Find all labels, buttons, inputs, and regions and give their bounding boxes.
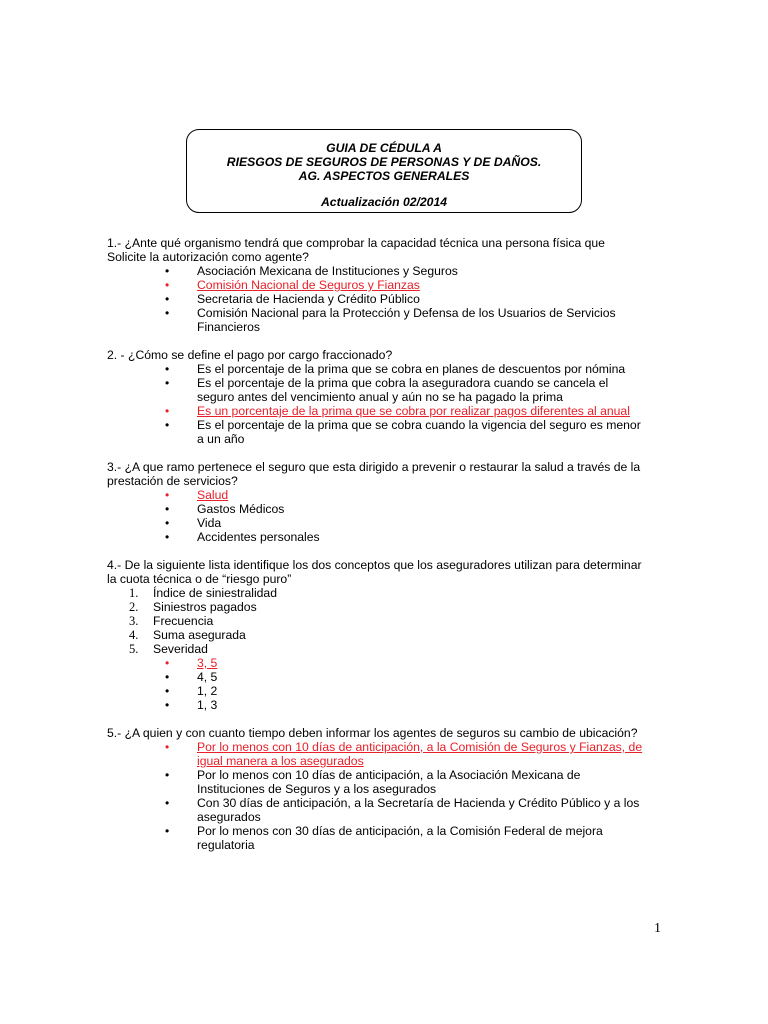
option-item [197, 698, 662, 712]
correct-answer-item [197, 488, 662, 502]
option-text: Por lo menos con 10 días de anticipación, a la Asociación Mexicana de [197, 768, 581, 782]
question-2-options [107, 362, 662, 446]
option-text: seguro antes del vencimiento anual y aún no se ha pagado la prima [197, 390, 563, 404]
concept-text: Suma asegurada [153, 628, 246, 642]
concept-item [129, 600, 662, 614]
correct-answer-text: 3, 5 [197, 656, 218, 670]
question-3-line-2: prestación de servicios? [107, 474, 238, 488]
question-4-line-2: la cuota técnica o de “riesgo puro” [107, 572, 292, 586]
option-item [197, 306, 662, 334]
option-text: a un año [197, 432, 245, 446]
correct-answer-text: igual manera a los asegurados [197, 754, 364, 768]
question-1-options [107, 264, 662, 334]
correct-answer-text: Comisión Nacional de Seguros y Fianzas [197, 278, 420, 292]
question-5-options [107, 740, 662, 852]
option-text: Gastos Médicos [197, 502, 285, 516]
option-text: Es el porcentaje de la prima que se cobra cuando la vigencia del seguro es menor [197, 418, 641, 432]
question-3 [107, 460, 662, 544]
option-text: Secretaria de Hacienda y Crédito Público [197, 292, 420, 306]
option-item [197, 684, 662, 698]
question-1-text [107, 236, 662, 264]
question-1-line-2: Solicite la autorización como agente? [107, 250, 309, 264]
option-item [197, 502, 662, 516]
option-text: Con 30 días de anticipación, a la Secretaría de Hacienda y Crédito Público y a los [197, 796, 640, 810]
title-line-1: GUIA DE CÉDULA A [326, 141, 442, 155]
option-item [197, 824, 662, 852]
option-item [197, 418, 662, 446]
question-2 [107, 348, 662, 446]
option-item [197, 670, 662, 684]
option-text: 1, 2 [197, 684, 218, 698]
question-list [107, 236, 662, 852]
option-text: asegurados [197, 810, 261, 824]
concept-item [129, 614, 662, 628]
correct-answer-item [197, 278, 662, 292]
correct-answer-text: Es un porcentaje de la prima que se cobra por realizar pagos diferentes al anual [197, 404, 630, 418]
question-3-line-1: 3.- ¿A que ramo pertenece el seguro que esta dirigido a prevenir o restaurar la salud a través de la [107, 460, 641, 474]
concept-text: Frecuencia [153, 614, 214, 628]
correct-answer-text: Salud [197, 488, 229, 502]
question-4 [107, 558, 662, 712]
title-line-3: AG. ASPECTOS GENERALES [298, 169, 470, 183]
option-text: regulatoria [197, 838, 255, 852]
option-item [197, 796, 662, 824]
option-item [197, 530, 662, 544]
option-text: Instituciones de Seguros y a los asegurados [197, 782, 437, 796]
concept-text: Índice de siniestralidad [153, 586, 277, 600]
option-item [197, 264, 662, 278]
option-item [197, 362, 662, 376]
concept-number: 2. [129, 600, 139, 614]
option-text: Asociación Mexicana de Instituciones y Seguros [197, 264, 458, 278]
question-3-text [107, 460, 662, 488]
option-text: Financieros [197, 320, 260, 334]
option-text: Accidentes personales [197, 530, 320, 544]
question-4-text [107, 558, 662, 586]
question-1 [107, 236, 662, 334]
option-text: 1, 3 [197, 698, 218, 712]
option-item [197, 516, 662, 530]
option-text: Por lo menos con 30 días de anticipación, a la Comisión Federal de mejora [197, 824, 603, 838]
update-date: Actualización 02/2014 [321, 195, 447, 209]
option-text: 4, 5 [197, 670, 218, 684]
title-line-2: RIESGOS DE SEGUROS DE PERSONAS Y DE DAÑOS. [226, 155, 542, 169]
title-box [186, 129, 582, 213]
question-4-options [107, 656, 662, 712]
correct-answer-item [197, 404, 662, 418]
question-5-text: 5.- ¿A quien y con cuanto tiempo deben informar los agentes de seguros su cambio de ubicación? [107, 726, 638, 740]
concept-list [107, 586, 662, 656]
concept-number: 3. [129, 614, 139, 628]
option-item [197, 292, 662, 306]
correct-answer-item [197, 740, 662, 768]
question-4-line-1: 4.- De la siguiente lista identifique los dos conceptos que los aseguradores utilizan para determinar [107, 558, 642, 572]
option-text: Es el porcentaje de la prima que cobra la aseguradora cuando se cancela el [197, 376, 609, 390]
concept-text: Severidad [153, 642, 208, 656]
option-item [197, 376, 662, 404]
concept-number: 1. [129, 586, 139, 600]
option-text: Comisión Nacional para la Protección y Defensa de los Usuarios de Servicios [197, 306, 616, 320]
question-2-text: 2. - ¿Cómo se define el pago por cargo fraccionado? [107, 348, 393, 362]
question-1-line-1: 1.- ¿Ante qué organismo tendrá que comprobar la capacidad técnica una persona física que [107, 236, 605, 250]
concept-number: 4. [129, 628, 139, 642]
concept-text: Siniestros pagados [153, 600, 257, 614]
question-3-options [107, 488, 662, 544]
option-item [197, 768, 662, 796]
concept-item [129, 586, 662, 600]
page-number: 1 [654, 921, 661, 936]
concept-number: 5. [129, 642, 139, 656]
correct-answer-text: Por lo menos con 10 días de anticipación, a la Comisión de Seguros y Fianzas, de [197, 740, 643, 754]
option-text: Es el porcentaje de la prima que se cobra en planes de descuentos por nómina [197, 362, 626, 376]
concept-item [129, 642, 662, 656]
option-text: Vida [197, 516, 222, 530]
concept-item [129, 628, 662, 642]
question-5 [107, 726, 662, 852]
correct-answer-item [197, 656, 662, 670]
